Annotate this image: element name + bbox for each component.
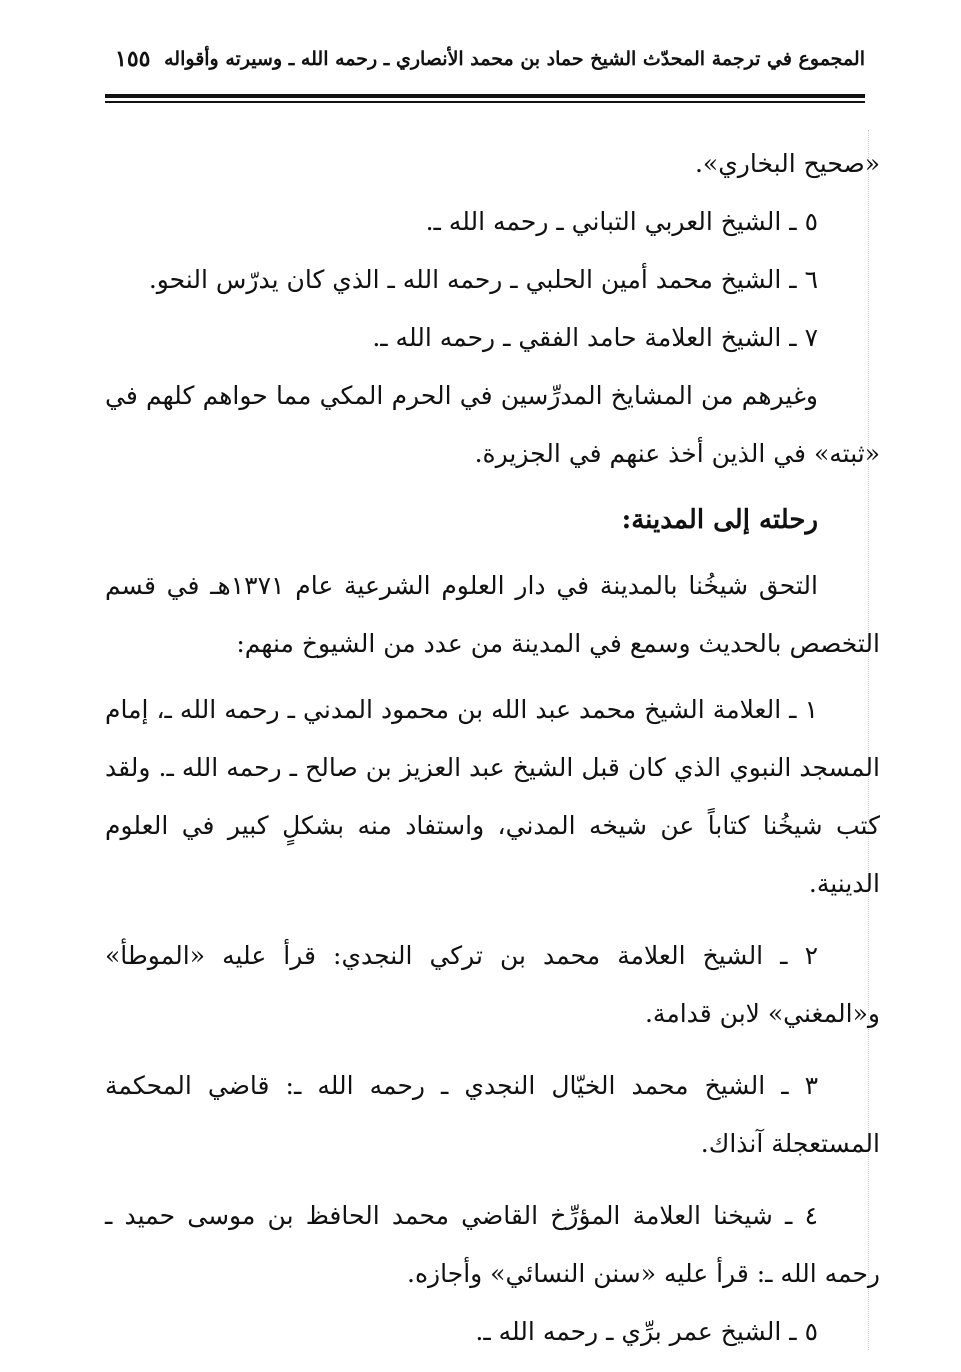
- page-header: [105, 42, 865, 82]
- paragraph-continuation: «صحيح البخاري».: [694, 149, 880, 178]
- list-item-1-madani: ١ ـ العلامة الشيخ محمد عبد الله بن محمود المدني ـ رحمه الله ـ، إمام المسجد النبوي الذي كان قبل الشيخ عبد العزيز بن صالح ـ رحمه الله ـ. ولقد كتب شيخُنا كتاباً عن شيخه المدني، واستفاد منه بشكلٍ كبير في العلوم الدينية.: [105, 695, 880, 898]
- list-item-2-najdi: ٢ ـ الشيخ العلامة محمد بن تركي النجدي: قرأ عليه «الموطأ» و«المغني» لابن قدامة.: [105, 941, 880, 1028]
- list-item-3-khayyal: ٣ ـ الشيخ محمد الخيّال النجدي ـ رحمه الله ـ: قاضي المحكمة المستعجلة آنذاك.: [105, 1071, 880, 1158]
- header-rule-thin: [105, 101, 865, 103]
- list-item-5-tabbani: ٥ ـ الشيخ العربي التباني ـ رحمه الله ـ.: [425, 207, 818, 236]
- list-item-5-omar-birri: ٥ ـ الشيخ عمر برِّي ـ رحمه الله ـ.: [475, 1317, 818, 1346]
- list-item-7-fiqi: ٧ ـ الشيخ العلامة حامد الفقي ـ رحمه الله ـ.: [372, 323, 818, 352]
- paragraph-others: وغيرهم من المشايخ المدرِّسين في الحرم المكي مما حواهم كلهم في «ثبته» في الذين أخذ عنهم في الجزيرة.: [105, 381, 880, 468]
- page-body: [105, 135, 880, 1361]
- page-number: ١٥٥: [115, 46, 151, 72]
- header-rule-thick: [105, 94, 865, 98]
- list-item-6-halabi: ٦ ـ الشيخ محمد أمين الحلبي ـ رحمه الله ـ الذي كان يدرّس النحو.: [148, 265, 818, 294]
- running-title: المجموع في ترجمة المحدّث الشيخ حماد بن محمد الأنصاري ـ رحمه الله ـ وسيرته وأقواله: [164, 48, 865, 70]
- section-heading: رحلته إلى المدينة:: [621, 505, 818, 535]
- list-item-4-hafiz: ٤ ـ شيخنا العلامة المؤرِّخ القاضي محمد الحافظ بن موسى حميد ـ رحمه الله ـ: قرأ عليه «سنن النسائي» وأجازه.: [105, 1201, 880, 1288]
- paragraph-medina: التحق شيخُنا بالمدينة في دار العلوم الشرعية عام ١٣٧١هـ في قسم التخصص بالحديث وسمع في المدينة من عدد من الشيوخ منهم:: [105, 571, 880, 658]
